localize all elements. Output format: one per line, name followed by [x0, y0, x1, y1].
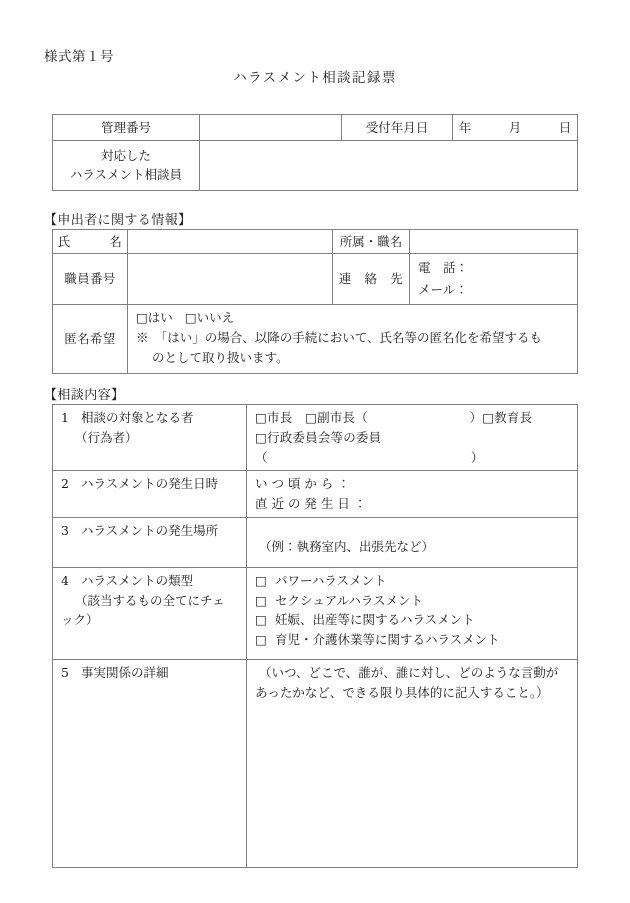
row5-label [53, 659, 247, 867]
row4-label-line1: ハラスメントの類型 [81, 572, 194, 588]
table-row [53, 405, 578, 471]
row2-value-line2[interactable]: 直 近 の 発 生 日 ： [255, 496, 367, 511]
anonymity-yes-checkbox[interactable]: □はい [136, 309, 173, 325]
harassment-type-label-1: パワーハラスメント [275, 572, 387, 588]
contact-field[interactable] [410, 254, 578, 305]
row3-example-hint: （例：執務室内、出張先など） [259, 538, 435, 554]
row1-value-line2[interactable]: □行政委員会等の委員（ ） [255, 429, 484, 465]
harassment-type-option-2[interactable] [255, 591, 569, 611]
row1-number-and-title [61, 408, 242, 428]
row4-label [53, 567, 247, 659]
row4-number-and-title [61, 571, 242, 591]
row5-hint-line1: （いつ、どこで、誰が、誰に対し、どのような言動が [259, 664, 559, 680]
row4-label-line3: ック） [61, 612, 99, 628]
row2-label [53, 471, 247, 518]
anonymity-note-line1: ※ 「はい」の場合、以降の手続において、氏名等の匿名化を希望するも [136, 330, 543, 345]
row3-label [53, 517, 247, 567]
name-field[interactable] [128, 230, 333, 254]
table-row [53, 254, 578, 305]
harassment-type-option-4[interactable] [255, 630, 569, 650]
contact-mail-label: メール： [418, 281, 468, 297]
row4-value [247, 567, 578, 659]
checkbox-icon[interactable]: □ [255, 592, 267, 608]
harassment-type-label-2: セクシュアルハラスメント [275, 592, 424, 608]
applicant-table [52, 229, 578, 374]
employee-number-field[interactable] [128, 254, 333, 305]
anonymity-note-line2: のとして取り扱います。 [152, 350, 289, 366]
row3-label-line1: ハラスメントの発生場所 [81, 522, 219, 538]
affiliation-field[interactable] [410, 230, 578, 254]
anonymity-options [136, 308, 569, 328]
table-row [53, 659, 578, 867]
row2-value-line1[interactable]: い つ 頃 か ら ： [255, 476, 350, 492]
row3-value[interactable] [247, 517, 578, 567]
row3-number: 3 [61, 522, 69, 538]
management-number-field[interactable] [200, 115, 342, 141]
row2-number: 2 [61, 476, 69, 492]
harassment-type-label-4: 育児・介護休業等に関するハラスメント [275, 632, 500, 647]
table-row [53, 304, 578, 373]
anonymity-no-checkbox[interactable]: □いいえ [184, 309, 235, 325]
admin-table [52, 114, 578, 191]
row1-value-line1[interactable]: □市長 □副市長（ ）□教育長 [255, 410, 533, 425]
row5-number: 5 [61, 664, 69, 680]
contact-phone-label: 電 話： [418, 260, 469, 275]
affiliation-label: 所属・職名 [333, 230, 410, 254]
employee-number-label: 職員番号 [53, 254, 128, 305]
row1-label [53, 405, 247, 471]
row1-value[interactable] [247, 405, 578, 471]
content-table [52, 404, 578, 868]
form-number: 様式第１号 [44, 49, 114, 65]
contact-label: 連 絡 先 [333, 254, 410, 305]
row1-label-line2: （行為者） [75, 429, 138, 445]
table-row [53, 471, 578, 518]
row3-number-and-title [61, 521, 242, 541]
harassment-type-option-1[interactable] [255, 571, 569, 591]
row4-label-line2: （該当するもの全てにチェ [75, 592, 225, 608]
counselor-label-line1: 対応した [100, 147, 151, 163]
row1-number: 1 [61, 410, 69, 425]
checkbox-icon[interactable]: □ [255, 572, 267, 588]
harassment-type-label-3: 妊娠、出産等に関するハラスメント [275, 612, 475, 628]
checkbox-icon[interactable]: □ [255, 632, 267, 647]
row5-label-line1: 事実関係の詳細 [81, 664, 169, 680]
row2-value[interactable] [247, 471, 578, 518]
anonymity-field [128, 304, 578, 373]
row4-number: 4 [61, 572, 69, 588]
page-title: ハラスメント相談記録票 [233, 70, 397, 86]
row5-hint-line2: あったかなど、できる限り具体的に記入すること。） [255, 684, 549, 700]
table-row [53, 230, 578, 254]
anonymity-label: 匿名希望 [53, 304, 128, 373]
counselor-label-line2: ハラスメント相談員 [69, 166, 183, 182]
receipt-date-label: 受付年月日 [342, 115, 453, 141]
receipt-date-field[interactable]: 年 月 日 [453, 115, 578, 141]
harassment-type-option-3[interactable] [255, 610, 569, 630]
row2-label-line1: ハラスメントの発生日時 [81, 476, 219, 492]
row3-input-area[interactable] [255, 521, 569, 537]
table-row [53, 141, 578, 191]
applicant-section-heading: 【申出者に関する情報】 [44, 213, 192, 228]
checkbox-icon[interactable]: □ [255, 612, 267, 628]
content-section-heading: 【相談内容】 [44, 388, 125, 403]
row1-label-line1: 相談の対象となる者 [81, 410, 194, 425]
counselor-field[interactable] [200, 141, 578, 191]
row2-number-and-title [61, 474, 242, 494]
name-label: 氏 名 [53, 230, 128, 254]
row5-number-and-title [61, 663, 242, 683]
row5-value[interactable] [247, 659, 578, 867]
table-row [53, 115, 578, 141]
table-row [53, 567, 578, 659]
table-row [53, 517, 578, 567]
counselor-label [53, 141, 200, 191]
management-number-label: 管理番号 [53, 115, 200, 141]
